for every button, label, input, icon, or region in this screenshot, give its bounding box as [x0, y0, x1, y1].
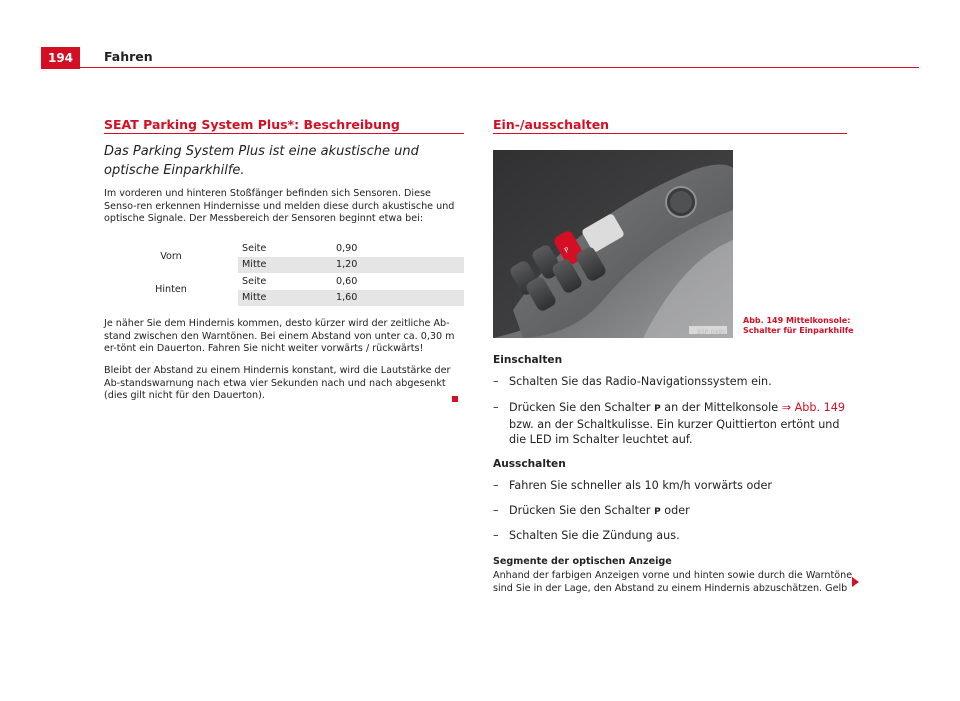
step-text-part: Drücken Sie den Schalter	[509, 401, 651, 414]
section-heading-description: SEAT Parking System Plus*: Beschreibung	[104, 117, 400, 132]
paragraph-distance: Je näher Sie dem Hindernis kommen, desto kürzer wird der zeitliche Ab-stand zwischen den Warntönen. Bei einem Abstand von unter ca. 0,30 m er-tönt ein Dauerton. Fahren Sie nicht weiter vorwärts / rückwärts!	[104, 318, 455, 355]
table-row	[104, 240, 464, 257]
segments-text: Anhand der farbigen Anzeigen vorne und hinten sowie durch die Warntöne sind Sie in der Lage, den Abstand zu einem Hindernis abzuschätzen. Gelb	[493, 570, 853, 594]
page-number: 194	[41, 47, 80, 69]
center-console-illustration	[493, 150, 733, 338]
list-dash: –	[493, 375, 499, 388]
list-dash: –	[493, 479, 499, 492]
segments-title: Segmente der optischen Anzeige	[493, 556, 672, 567]
paragraph-volume: Bleibt der Abstand zu einem Hindernis konstant, wird die Lautstärke der Ab-standswarnung nach etwa vier Sekunden nach und nach abgesenkt (dies gilt nicht für den Dauerton).	[104, 365, 451, 402]
step-off-2	[493, 503, 853, 520]
list-dash: –	[493, 401, 499, 414]
step-text	[509, 503, 853, 520]
section-divider-left	[104, 133, 464, 134]
table-cell-value: 0,90	[336, 242, 358, 254]
table-cell-position: Seite	[242, 275, 267, 287]
paragraph-sensors: Im vorderen und hinteren Stoßfänger befinden sich Sensoren. Diese Senso-ren erkennen Hindernisse und melden diese durch akustische und optische Signale. Der Messbereich der Sensoren beginnt etwa bei:	[104, 188, 455, 225]
step-text: Schalten Sie das Radio-Navigationssystem ein.	[509, 375, 772, 388]
chapter-title: Fahren	[104, 49, 153, 64]
list-dash: –	[493, 529, 499, 542]
table-cell-value: 1,60	[332, 290, 464, 307]
caption-line-1: Abb. 149 Mittelkonsole:	[743, 316, 851, 325]
intro-text: Das Parking System Plus ist eine akustische und optische Einparkhilfe.	[104, 144, 419, 178]
step-text	[509, 400, 853, 447]
park-symbol-icon: P	[654, 507, 661, 517]
subheading-off: Ausschalten	[493, 458, 566, 470]
svg-text:P: P	[563, 245, 571, 255]
step-text-part: bzw. an der Schaltkulisse. Ein kurzer Quittierton ertönt und die LED im Schalter leuchtet auf.	[509, 418, 840, 446]
step-text: Schalten Sie die Zündung aus.	[509, 529, 680, 542]
step-text-part: Drücken Sie den Schalter	[509, 504, 651, 517]
list-dash: –	[493, 504, 499, 517]
table-row	[104, 273, 464, 290]
continue-arrow-icon	[852, 577, 859, 587]
table-group-rear: Hinten	[155, 284, 187, 295]
table-cell-position: Mitte	[238, 290, 332, 307]
sensor-range-table	[104, 240, 464, 306]
step-off-3	[493, 528, 853, 543]
section-end-marker	[452, 396, 458, 402]
step-text: Fahren Sie schneller als 10 km/h vorwärts oder	[509, 479, 772, 492]
header-divider	[41, 67, 919, 68]
figure-code: B5P-0491	[697, 329, 726, 336]
section-heading-switch: Ein-/ausschalten	[493, 117, 610, 132]
park-symbol-icon: P	[654, 404, 661, 414]
subheading-on: Einschalten	[493, 354, 563, 366]
step-on-1	[493, 374, 853, 389]
step-text-part: an der Mittelkonsole	[664, 401, 779, 414]
figure-reference-link[interactable]: ⇒ Abb. 149	[781, 401, 845, 414]
step-text-part: oder	[664, 504, 690, 517]
table-cell-position: Seite	[242, 242, 267, 254]
step-on-2	[493, 400, 853, 447]
section-divider-right	[493, 133, 847, 134]
table-cell-value: 1,20	[332, 257, 464, 274]
step-off-1	[493, 478, 853, 493]
caption-line-2: Schalter für Einparkhilfe	[743, 326, 854, 335]
figure-caption	[743, 316, 854, 336]
center-console-figure	[493, 150, 733, 338]
table-group-front: Vorn	[160, 251, 182, 262]
table-cell-value: 0,60	[336, 275, 358, 287]
table-cell-position: Mitte	[238, 257, 332, 274]
